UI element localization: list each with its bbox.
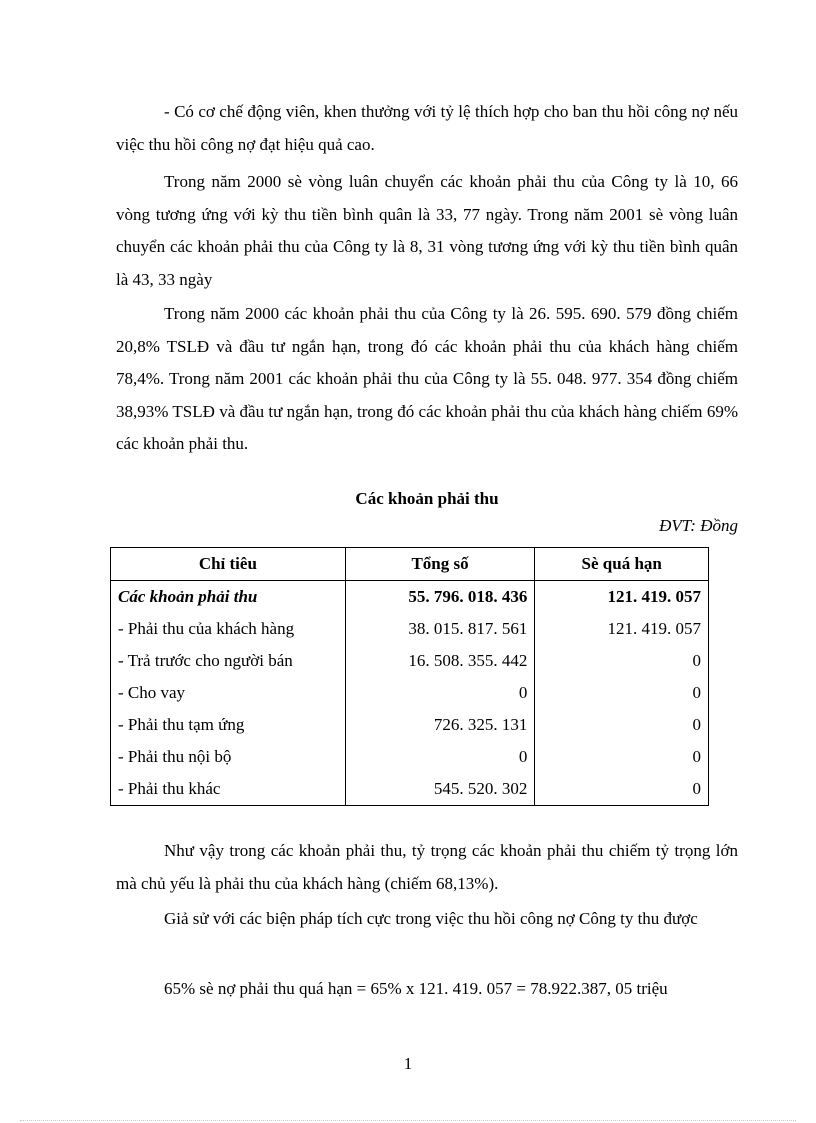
header-indicator: Chỉ tiêu <box>111 548 346 581</box>
row-label: Các khoản phải thu <box>111 581 346 614</box>
row-label: - Trả trước cho người bán <box>111 645 346 677</box>
table-header-row <box>111 548 709 581</box>
table-row <box>111 677 709 709</box>
row-overdue-value: 0 <box>535 709 709 741</box>
table-row <box>111 645 709 677</box>
paragraph-calculation: 65% sè nợ phải thu quá hạn = 65% x 121. 419. 057 = 78.922.387, 05 triệu <box>164 979 668 998</box>
row-label: - Cho vay <box>111 677 346 709</box>
row-total-value: 0 <box>345 741 535 773</box>
row-overdue-value: 0 <box>535 677 709 709</box>
page-number: 1 <box>403 1054 413 1073</box>
row-overdue-value: 121. 419. 057 <box>535 581 709 614</box>
row-total-value: 545. 520. 302 <box>345 773 535 806</box>
unit-label: ĐVT: Đồng <box>659 516 738 535</box>
row-total-value: 726. 325. 131 <box>345 709 535 741</box>
table-row-total <box>111 581 709 614</box>
row-total-value: 16. 508. 355. 442 <box>345 645 535 677</box>
row-total-value: 38. 015. 817. 561 <box>345 613 535 645</box>
row-total-value: 55. 796. 018. 436 <box>345 581 535 614</box>
row-label: - Phải thu tạm ứng <box>111 709 346 741</box>
row-overdue-value: 0 <box>535 741 709 773</box>
receivables-table <box>110 547 709 806</box>
table-row <box>111 709 709 741</box>
paragraph-assumption: Giả sử với các biện pháp tích cực trong việc thu hồi công nợ Công ty thu được <box>164 909 698 928</box>
paragraph-receivables-share: Trong năm 2000 các khoản phải thu của Công ty là 26. 595. 690. 579 đồng chiếm 20,8% TSLĐ và đầu tư ngắn hạn, trong đó các khoản phải thu của khách hàng chiếm 78,4%. Trong năm 2001 các khoản phải thu của Công ty là 55. 048. 977. 354 đồng chiếm 38,93% TSLĐ và đầu tư ngắn hạn, trong đó các khoản phải thu của khách hàng chiếm 69% các khoản phải thu. <box>116 304 738 453</box>
paragraph-conclusion: Như vậy trong các khoản phải thu, tỷ trọng các khoản phải thu chiếm tỷ trọng lớn mà chủ yếu là phải thu của khách hàng (chiếm 68,13%). <box>116 841 738 893</box>
header-overdue: Sè quá hạn <box>535 548 709 581</box>
table-row <box>111 613 709 645</box>
table-row <box>111 741 709 773</box>
page-bottom-divider <box>20 1120 796 1121</box>
table-row <box>111 773 709 806</box>
table-caption: Các khoản phải thu <box>355 489 499 508</box>
row-overdue-value: 0 <box>535 645 709 677</box>
paragraph-turnover: Trong năm 2000 sè vòng luân chuyển các khoản phải thu của Công ty là 10, 66 vòng tương ứng với kỳ thu tiền bình quân là 33, 77 ngày. Trong năm 2001 sè vòng luân chuyển các khoản phải thu của Công ty là 8, 31 vòng tương ứng với kỳ thu tiền bình quân là 43, 33 ngày <box>116 172 738 289</box>
row-label: - Phải thu của khách hàng <box>111 613 346 645</box>
row-label: - Phải thu nội bộ <box>111 741 346 773</box>
row-overdue-value: 0 <box>535 773 709 806</box>
header-total: Tổng số <box>345 548 535 581</box>
row-total-value: 0 <box>345 677 535 709</box>
row-label: - Phải thu khác <box>111 773 346 806</box>
row-overdue-value: 121. 419. 057 <box>535 613 709 645</box>
paragraph-incentive: - Có cơ chế động viên, khen thưởng với tỷ lệ thích hợp cho ban thu hồi công nợ nếu việc thu hồi công nợ đạt hiệu quả cao. <box>116 102 738 154</box>
